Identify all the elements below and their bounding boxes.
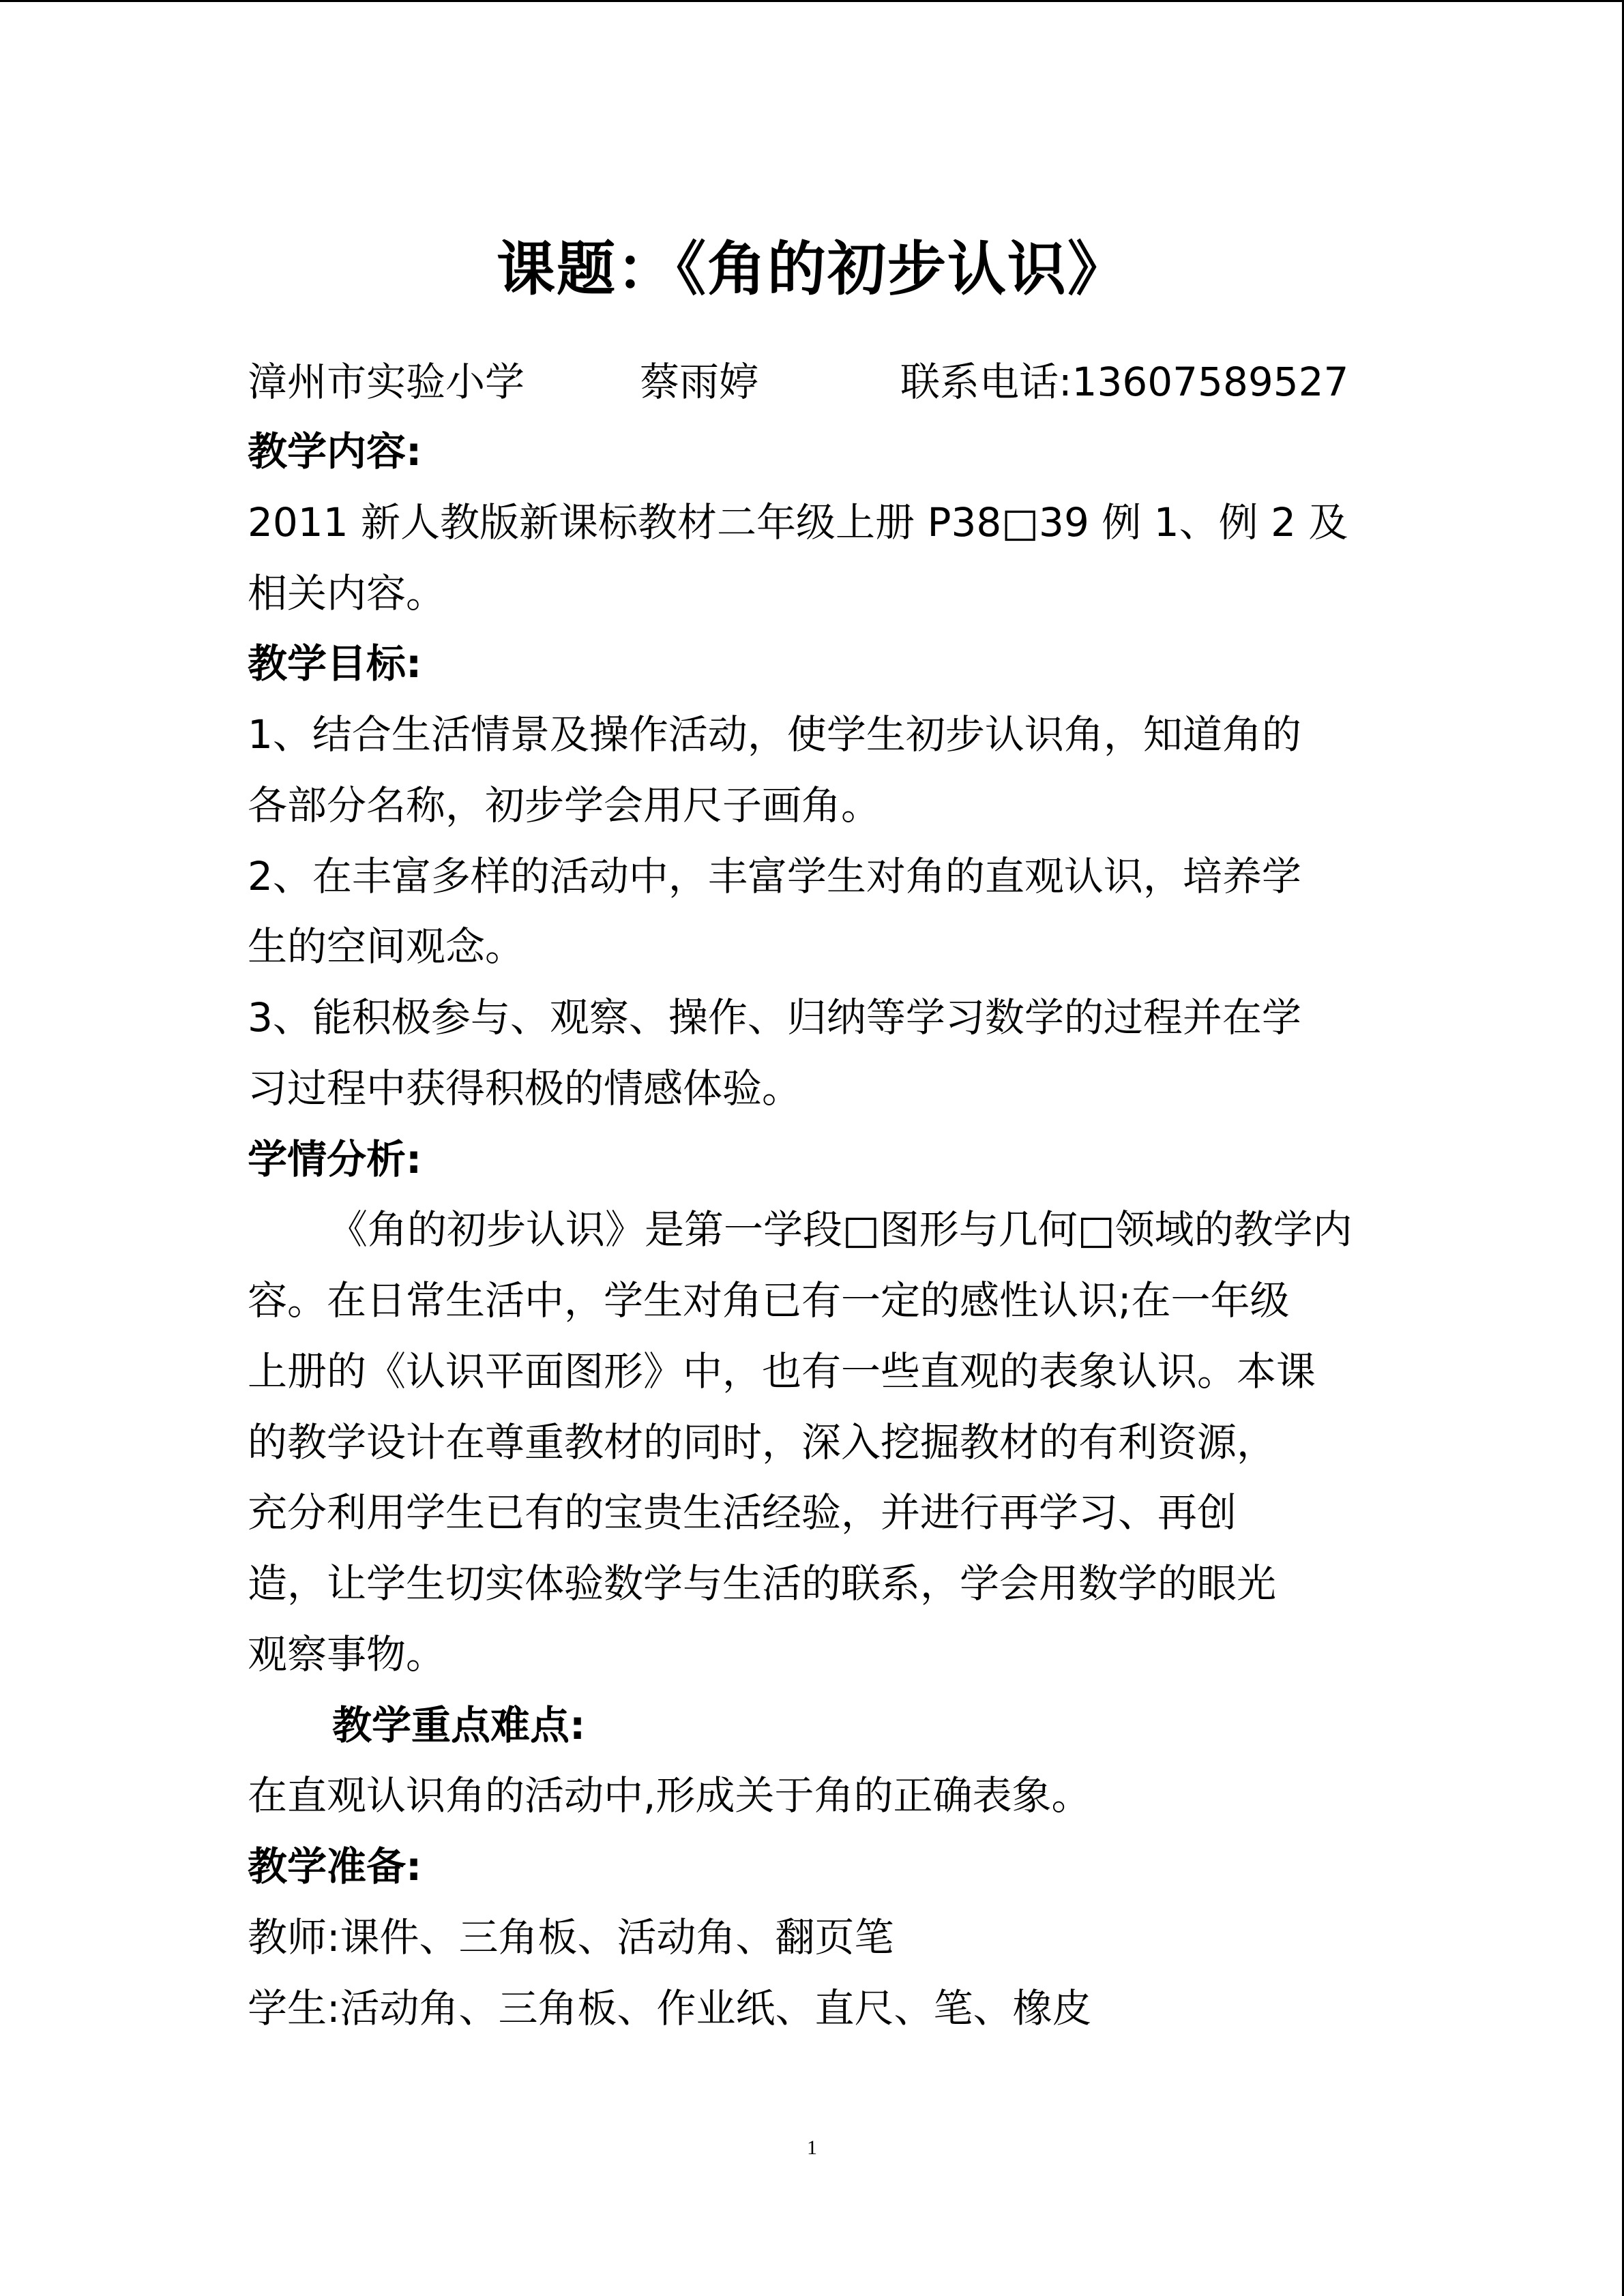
analysis-line: 容。在日常生活中，学生对角已有一定的感性认识;在一年级 [248,1277,1290,1324]
analysis-line: 观察事物。 [248,1631,446,1678]
goal-line: 3、能积极参与、观察、操作、归纳等学习数学的过程并在学 [248,994,1301,1041]
analysis-line: 《角的初步认识》是第一学段□图形与几何□领域的教学内 [328,1206,1353,1253]
document-title: 课题：《角的初步认识》 [497,235,1127,303]
goal-line: 各部分名称，初步学会用尺子画角。 [248,782,881,829]
prep-heading: 教学准备: [248,1843,422,1890]
prep-line: 教师:课件、三角板、活动角、翻页笔 [248,1914,894,1960]
keypoints-line: 在直观认识角的活动中,形成关于角的正确表象。 [248,1772,1091,1819]
goal-line: 习过程中获得积极的情感体验。 [248,1065,802,1112]
phone-number: 联系电话:13607589527 [900,359,1349,405]
teacher-name: 蔡雨婷 [640,359,759,405]
analysis-line: 的教学设计在尊重教材的同时，深入挖掘教材的有利资源， [248,1419,1277,1465]
analysis-line: 充分利用学生已有的宝贵生活经验，并进行再学习、再创 [248,1489,1237,1536]
content-line: 相关内容。 [248,570,446,616]
keypoints-heading: 教学重点难点: [332,1702,586,1748]
content-line: 2011 新人教版新课标教材二年级上册 P38□39 例 1、例 2 及 [248,499,1348,546]
goal-line: 生的空间观念。 [248,923,525,970]
analysis-heading: 学情分析: [248,1136,422,1182]
goals-heading: 教学目标: [248,640,422,687]
prep-line: 学生:活动角、三角板、作业纸、直尺、笔、橡皮 [248,1985,1092,2031]
content-heading: 教学内容: [248,428,422,475]
goal-line: 1、结合生活情景及操作活动，使学生初步认识角，知道角的 [248,711,1301,758]
analysis-line: 造，让学生切实体验数学与生活的联系，学会用数学的眼光 [248,1560,1277,1607]
author-line [248,355,1407,409]
school-name: 漳州市实验小学 [248,359,525,405]
page-number: 1 [807,2136,817,2159]
goal-line: 2、在丰富多样的活动中，丰富学生对角的直观认识，培养学 [248,853,1301,899]
analysis-line: 上册的《认识平面图形》中，也有一些直观的表象认识。本课 [248,1348,1316,1395]
